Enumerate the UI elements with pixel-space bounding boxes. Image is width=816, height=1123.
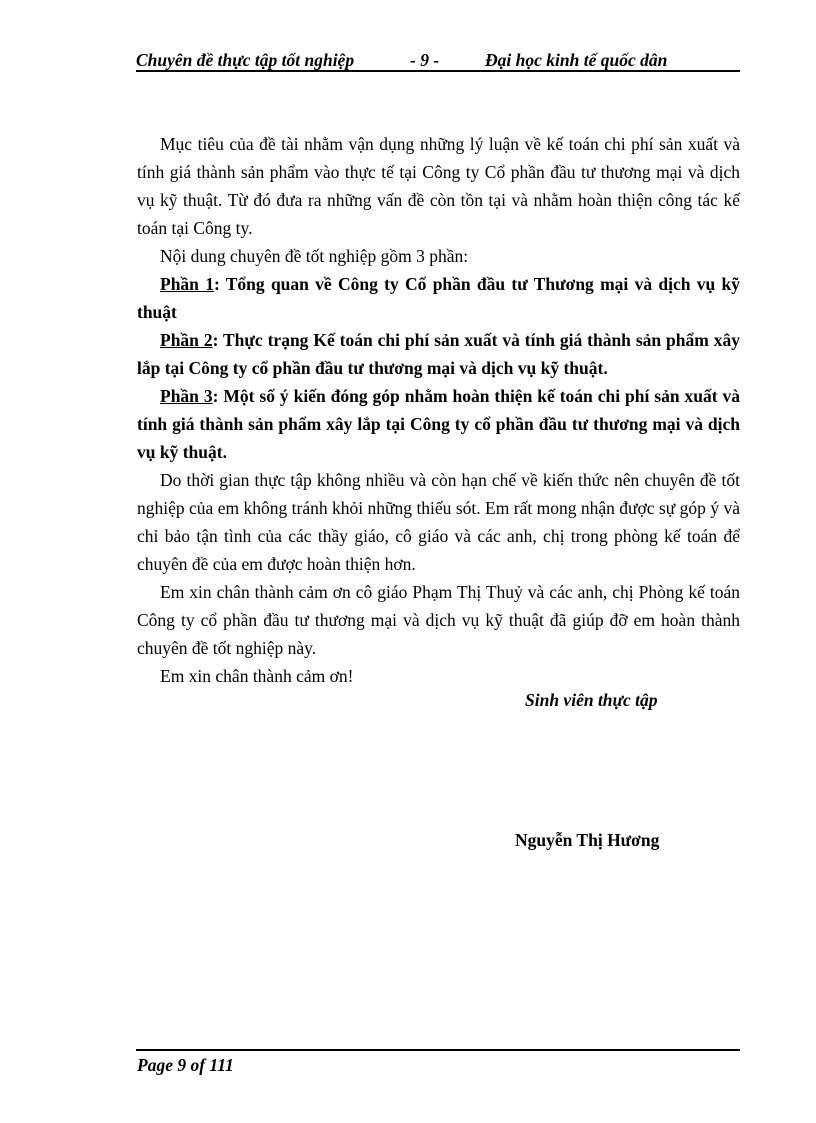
part-2-text: : Thực trạng Kế toán chi phí sản xuất và tính giá thành sản phẩm xây lắp tại Công ty cổ phần đầu tư thương mại và dịch vụ kỹ thuật. xyxy=(137,330,741,378)
footer-page-label: Page 9 of 111 xyxy=(137,1055,234,1075)
paragraph-contents-intro: Nội dung chuyên đề tốt nghiệp gồm 3 phần: xyxy=(160,246,469,266)
signature-title: Sinh viên thực tập xyxy=(525,690,658,710)
author-name: Nguyễn Thị Hương xyxy=(515,830,660,850)
part-3-item xyxy=(137,382,740,466)
part-3-label: Phần 3 xyxy=(160,386,213,406)
paragraph-thanks: Em xin chân thành cảm ơn! xyxy=(160,666,354,686)
part-3-text: : Một số ý kiến đóng góp nhằm hoàn thiện kế toán chi phí sản xuất và tính giá thành sản phẩm xây lắp tại Công ty cổ phần đầu tư thương mại và dịch vụ kỹ thuật. xyxy=(137,386,741,462)
document-body xyxy=(137,130,740,690)
paragraph-limitations: Do thời gian thực tập không nhiều và còn hạn chế về kiến thức nên chuyên đề tốt nghiệp của em không tránh khỏi những thiếu sót. Em rất mong nhận được sự góp ý và chỉ bảo tận tình của các thầy giáo, cô giáo và các anh, chị trong phòng kế toán để chuyên đề của em được hoàn thiện hơn. xyxy=(137,470,740,574)
header-university-name: Đại học kinh tế quốc dân xyxy=(485,50,668,70)
header-page-number: - 9 - xyxy=(410,50,440,70)
paragraph-acknowledgement: Em xin chân thành cảm ơn cô giáo Phạm Thị Thuỷ và các anh, chị Phòng kế toán Công ty cổ phần đầu tư thương mại và dịch vụ kỹ thuật đã giúp đỡ em hoàn thành chuyên đề tốt nghiệp này. xyxy=(137,582,740,658)
part-2-label: Phần 2 xyxy=(160,330,213,350)
paragraph-objective: Mục tiêu của đề tài nhằm vận dụng những lý luận về kế toán chi phí sản xuất và tính giá thành sản phẩm vào thực tế tại Công ty Cổ phần đầu tư thương mại và dịch vụ kỹ thuật. Từ đó đưa ra những vấn đề còn tồn tại và nhằm hoàn thiện công tác kế toán tại Công ty. xyxy=(137,134,740,238)
footer-divider xyxy=(136,1049,740,1051)
part-1-label: Phần 1 xyxy=(160,274,214,294)
part-1-text: : Tổng quan về Công ty Cổ phần đầu tư Thương mại và dịch vụ kỹ thuật xyxy=(137,274,740,322)
part-1-item xyxy=(137,270,740,326)
header-document-title: Chuyên đề thực tập tốt nghiệp xyxy=(136,50,355,70)
part-2-item xyxy=(137,326,740,382)
page-header xyxy=(136,48,740,72)
